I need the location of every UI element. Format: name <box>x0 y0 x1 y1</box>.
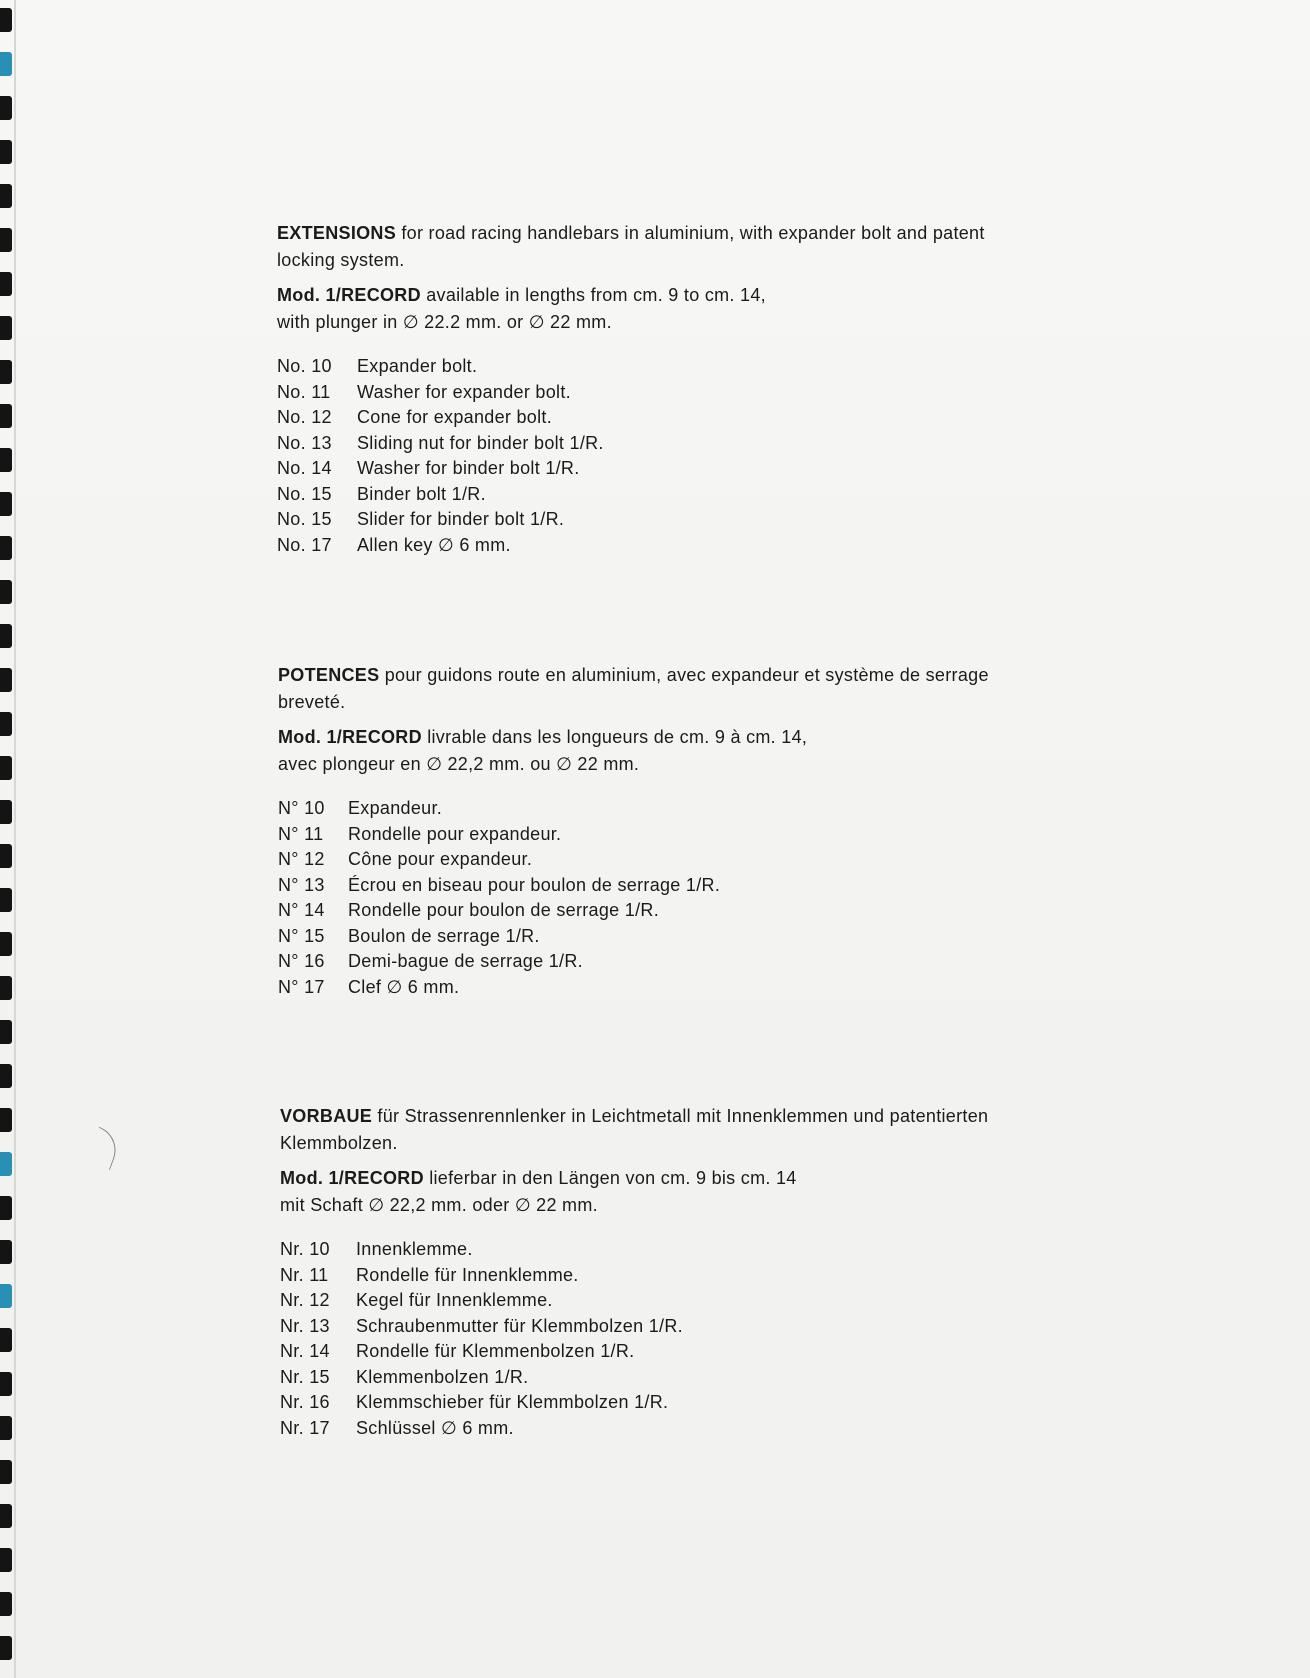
part-number: No. 10 <box>277 356 332 376</box>
binding-loop <box>0 1460 12 1484</box>
binding-loop <box>0 184 12 208</box>
part-description: Klemmschieber für Klemmbolzen 1/R. <box>356 1392 669 1412</box>
section-heading: VORBAUE <box>280 1106 373 1126</box>
list-item <box>277 482 1037 508</box>
parts-list <box>278 796 1038 1000</box>
parts-list <box>277 354 1037 558</box>
binding-loop <box>0 1064 12 1088</box>
list-item <box>278 949 1038 975</box>
part-number: No. 17 <box>277 534 332 555</box>
model-text-2: with plunger in ∅ 22.2 mm. or ∅ 22 mm. <box>277 312 612 332</box>
list-item <box>277 354 1037 380</box>
model-label: Mod. 1/RECORD <box>278 727 422 747</box>
model-label: Mod. 1/RECORD <box>280 1168 424 1188</box>
part-description: Washer for binder bolt 1/R. <box>357 458 580 478</box>
model-label: Mod. 1/RECORD <box>277 285 421 305</box>
binding-loop <box>0 976 12 1000</box>
part-description: Schraubenmutter für Klemmbolzen 1/R. <box>356 1315 683 1336</box>
part-description: Allen key ∅ 6 mm. <box>357 534 511 555</box>
binding-loop <box>0 1240 12 1264</box>
model-text: available in lengths from cm. 9 to cm. 14, <box>420 285 766 305</box>
list-item <box>280 1263 1040 1289</box>
spiral-binding <box>0 0 22 1678</box>
list-item <box>278 873 1038 899</box>
part-description: Clef ∅ 6 mm. <box>348 976 460 997</box>
part-description: Cone for expander bolt. <box>357 407 553 427</box>
binding-loop <box>0 1548 12 1572</box>
part-number: No. 15 <box>277 483 332 504</box>
binding-loop <box>0 52 12 76</box>
binding-loop <box>0 1108 12 1132</box>
part-number: Nr. 11 <box>280 1264 329 1285</box>
binding-loop <box>0 360 12 384</box>
list-item <box>280 1314 1040 1340</box>
list-item <box>277 456 1037 482</box>
part-number: Nr. 13 <box>280 1315 330 1336</box>
list-item <box>278 975 1038 1001</box>
part-description: Expandeur. <box>348 798 443 818</box>
part-description: Washer for expander bolt. <box>357 381 571 402</box>
part-description: Rondelle für Klemmenbolzen 1/R. <box>356 1341 635 1361</box>
list-item <box>278 924 1038 950</box>
section-intro-text: pour guidons route en aluminium, avec expandeur et système de serrage breveté. <box>278 665 989 712</box>
model-description <box>280 1165 1040 1219</box>
binding-loop <box>0 492 12 516</box>
part-number: Nr. 10 <box>280 1239 330 1259</box>
part-description: Rondelle pour expandeur. <box>348 823 562 844</box>
binding-loop <box>0 8 12 32</box>
binding-loop <box>0 1592 12 1616</box>
part-number: N° 12 <box>278 849 325 869</box>
section-intro-text: für Strassenrennlenker in Leichtmetall mit Innenklemmen und patentierten Klemmbolzen. <box>280 1106 989 1153</box>
model-text-2: avec plongeur en ∅ 22,2 mm. ou ∅ 22 mm. <box>278 754 640 774</box>
binding-loop <box>0 1636 12 1660</box>
list-item <box>277 380 1037 406</box>
list-item <box>280 1390 1040 1416</box>
part-description: Klemmenbolzen 1/R. <box>356 1366 529 1387</box>
binding-loop <box>0 800 12 824</box>
binding-loop <box>0 624 12 648</box>
model-text: lieferbar in den Längen von cm. 9 bis cm. 14 <box>423 1168 797 1188</box>
part-number: Nr. 12 <box>280 1290 330 1310</box>
part-description: Expander bolt. <box>357 356 478 376</box>
section-intro-text: for road racing handlebars in aluminium, with expander bolt and patent locking system. <box>277 223 985 270</box>
binding-edge <box>14 0 16 1678</box>
part-description: Rondelle pour boulon de serrage 1/R. <box>348 900 659 920</box>
binding-loop <box>0 448 12 472</box>
list-item <box>280 1237 1040 1263</box>
model-text: livrable dans les longueurs de cm. 9 à cm. 14, <box>421 727 808 747</box>
section-intro <box>278 662 1038 716</box>
list-item <box>278 822 1038 848</box>
binding-loop <box>0 1284 12 1308</box>
list-item <box>277 507 1037 533</box>
model-text-2: mit Schaft ∅ 22,2 mm. oder ∅ 22 mm. <box>280 1195 598 1215</box>
section-intro <box>277 220 1037 274</box>
binding-loop <box>0 888 12 912</box>
part-number: N° 13 <box>278 874 325 895</box>
part-number: No. 11 <box>277 381 331 402</box>
binding-loop <box>0 272 12 296</box>
pencil-mark <box>86 1127 122 1170</box>
part-description: Schlüssel ∅ 6 mm. <box>356 1417 514 1438</box>
binding-loop <box>0 932 12 956</box>
part-description: Slider for binder bolt 1/R. <box>357 509 565 529</box>
list-item <box>277 431 1037 457</box>
part-number: N° 10 <box>278 798 325 818</box>
binding-loop <box>0 96 12 120</box>
list-item <box>278 898 1038 924</box>
part-number: N° 16 <box>278 951 325 971</box>
list-item <box>280 1365 1040 1391</box>
binding-loop <box>0 844 12 868</box>
section-german <box>280 1103 1040 1441</box>
part-number: No. 15 <box>277 509 332 529</box>
part-number: N° 11 <box>278 823 324 844</box>
list-item <box>277 533 1037 559</box>
binding-loop <box>0 140 12 164</box>
parts-list <box>280 1237 1040 1441</box>
list-item <box>280 1288 1040 1314</box>
list-item <box>280 1416 1040 1442</box>
list-item <box>277 405 1037 431</box>
binding-loop <box>0 404 12 428</box>
part-description: Boulon de serrage 1/R. <box>348 925 540 946</box>
list-item <box>280 1339 1040 1365</box>
list-item <box>278 796 1038 822</box>
part-description: Écrou en biseau pour boulon de serrage 1/R. <box>348 874 721 895</box>
part-description: Innenklemme. <box>356 1239 473 1259</box>
binding-loop <box>0 1196 12 1220</box>
binding-loop <box>0 580 12 604</box>
binding-loop <box>0 1328 12 1352</box>
part-description: Demi-bague de serrage 1/R. <box>348 951 583 971</box>
binding-loop <box>0 1152 12 1176</box>
part-number: N° 14 <box>278 900 325 920</box>
part-number: No. 14 <box>277 458 332 478</box>
part-number: Nr. 14 <box>280 1341 330 1361</box>
part-description: Binder bolt 1/R. <box>357 483 486 504</box>
part-number: N° 15 <box>278 925 325 946</box>
part-description: Sliding nut for binder bolt 1/R. <box>357 432 604 453</box>
section-french <box>278 662 1038 1000</box>
section-english <box>277 220 1037 558</box>
binding-loop <box>0 228 12 252</box>
list-item <box>278 847 1038 873</box>
binding-loop <box>0 1504 12 1528</box>
binding-loop <box>0 1020 12 1044</box>
part-number: No. 13 <box>277 432 332 453</box>
part-description: Kegel für Innenklemme. <box>356 1290 553 1310</box>
part-number: Nr. 17 <box>280 1417 330 1438</box>
binding-loop <box>0 316 12 340</box>
binding-loop <box>0 668 12 692</box>
part-description: Rondelle für Innenklemme. <box>356 1264 579 1285</box>
section-intro <box>280 1103 1040 1157</box>
section-heading: POTENCES <box>278 665 380 685</box>
part-number: Nr. 15 <box>280 1366 330 1387</box>
model-description <box>278 724 1038 778</box>
part-number: No. 12 <box>277 407 332 427</box>
binding-loop <box>0 536 12 560</box>
part-number: Nr. 16 <box>280 1392 330 1412</box>
binding-loop <box>0 1372 12 1396</box>
part-description: Cône pour expandeur. <box>348 849 533 869</box>
binding-loop <box>0 1416 12 1440</box>
model-description <box>277 282 1037 336</box>
binding-loop <box>0 712 12 736</box>
part-number: N° 17 <box>278 976 325 997</box>
section-heading: EXTENSIONS <box>277 223 397 243</box>
binding-loop <box>0 756 12 780</box>
